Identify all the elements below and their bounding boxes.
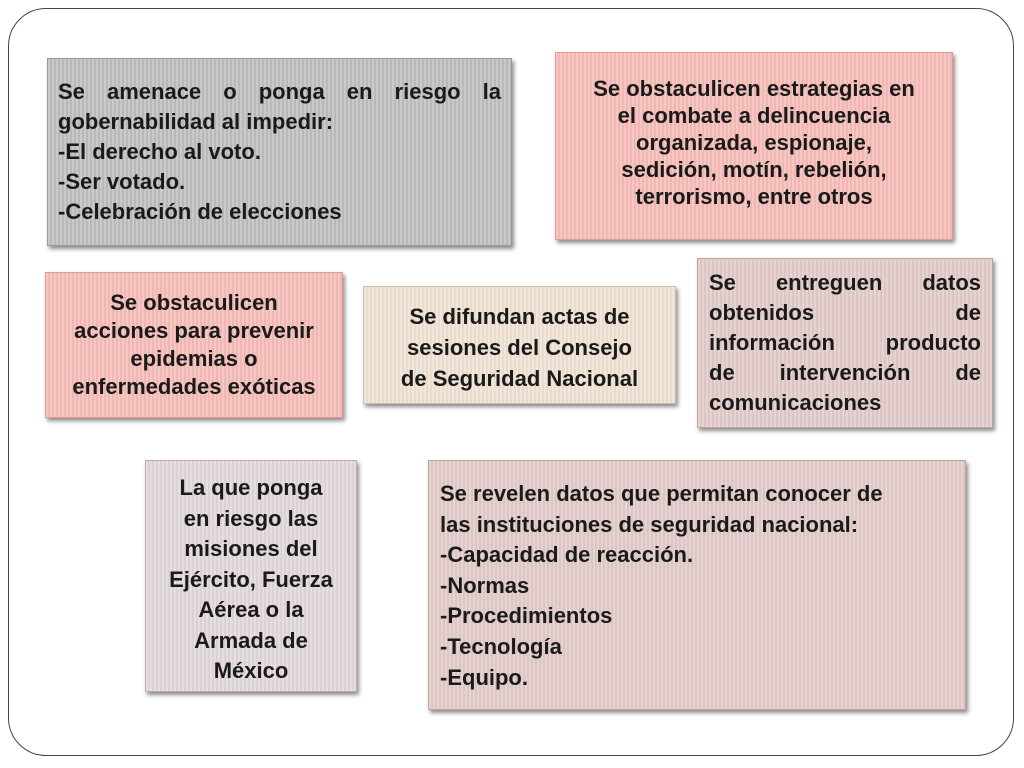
box-gobernabilidad: [47, 58, 512, 246]
box-line: -Tecnología: [440, 633, 562, 659]
box-line: epidemias o: [130, 346, 258, 371]
box-line: Se amenace o ponga en riesgo la: [58, 79, 501, 104]
box-line: Se difundan actas de: [409, 304, 630, 329]
box-line: organizada, espionaje,: [636, 130, 872, 155]
box-misiones: [145, 460, 357, 692]
box-line: Se entreguen datos: [709, 270, 981, 295]
box-actas: [363, 286, 676, 404]
box-line: las instituciones de seguridad nacional:: [440, 511, 859, 537]
box-line: Se revelen datos que permitan conocer de: [440, 481, 883, 506]
box-epidemias: [45, 272, 343, 418]
box-line: información producto: [709, 330, 981, 355]
box-line: México: [213, 658, 289, 683]
box-line: Se obstaculicen estrategias en: [593, 76, 915, 101]
box-estrategias: [555, 52, 953, 240]
box-line: de Seguridad Nacional: [400, 366, 639, 391]
box-line: -Celebración de elecciones: [58, 199, 342, 224]
box-line: terrorismo, entre otros: [635, 184, 873, 209]
box-line: enfermedades exóticas: [72, 374, 316, 399]
box-line: gobernabilidad al impedir:: [58, 109, 334, 134]
box-line: -Equipo.: [440, 664, 528, 690]
box-line: en riesgo las: [183, 505, 319, 531]
box-line: -Capacidad de reacción.: [440, 542, 694, 568]
box-line: comunicaciones: [709, 390, 882, 415]
box-line: obtenidos de: [709, 300, 981, 325]
box-line: el combate a delincuencia: [617, 103, 891, 128]
box-datos: [697, 258, 993, 428]
box-line: -Procedimientos: [440, 603, 613, 629]
box-line: Se obstaculicen: [110, 290, 278, 315]
box-line: -Ser votado.: [58, 169, 186, 194]
box-line: acciones para prevenir: [74, 318, 314, 343]
box-instituciones: [428, 460, 966, 710]
box-line: de intervención de: [709, 360, 981, 385]
box-line: misiones del: [184, 536, 318, 561]
box-line: -Normas: [440, 572, 530, 598]
box-line: sesiones del Consejo: [407, 335, 632, 360]
box-line: sedición, motín, rebelión,: [621, 157, 887, 182]
box-line: La que ponga: [179, 475, 323, 500]
box-line: Ejército, Fuerza: [169, 566, 333, 592]
box-line: Aérea o la: [198, 597, 304, 622]
box-line: Armada de: [194, 627, 308, 653]
box-line: -El derecho al voto.: [58, 139, 261, 164]
